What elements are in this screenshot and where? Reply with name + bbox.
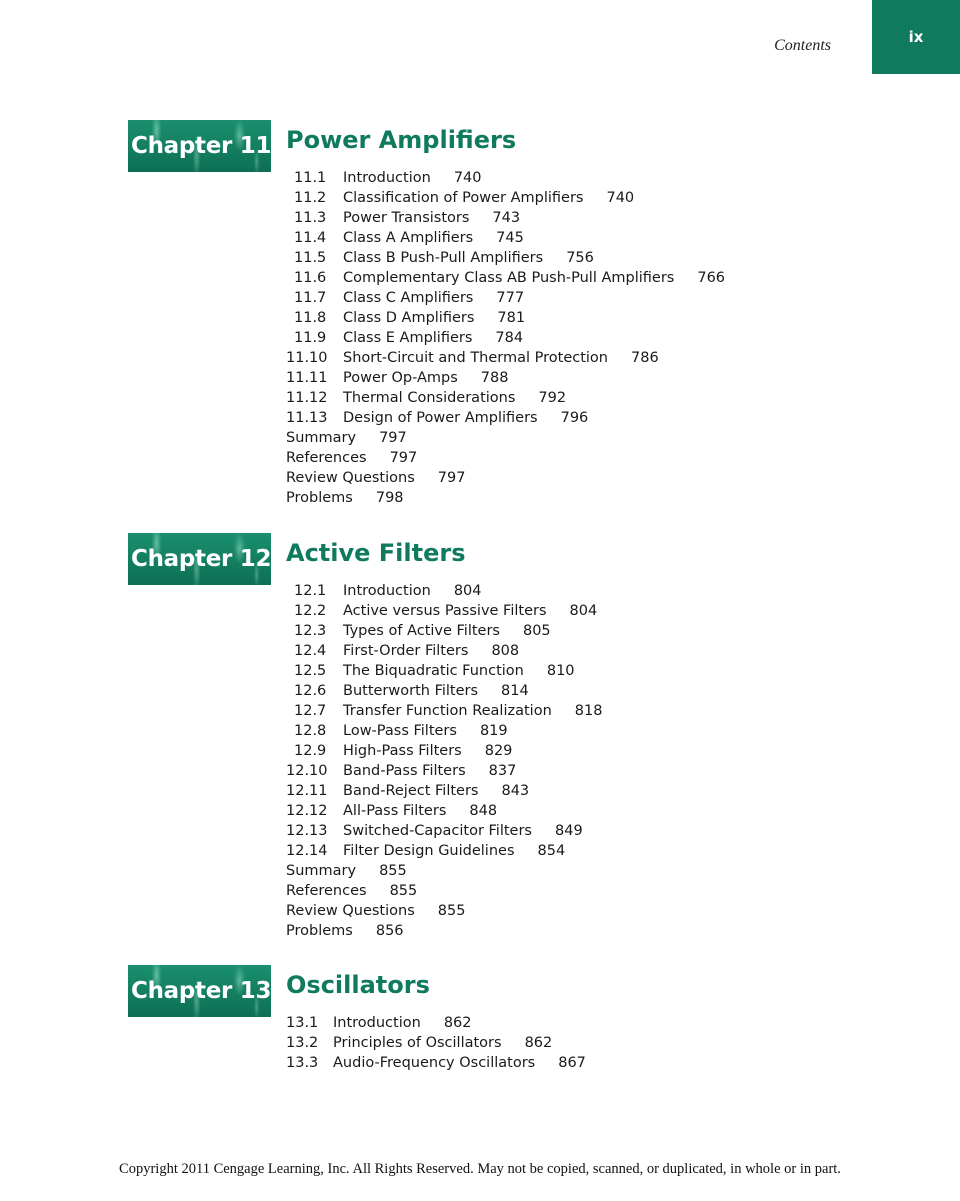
section-number: 12.11: [286, 783, 328, 799]
toc-entry: [286, 368, 725, 388]
chapter-badge: Chapter 12: [128, 533, 271, 585]
toc-entry: [286, 761, 602, 781]
backmatter-title: Review Questions: [286, 470, 415, 486]
toc-backmatter-entry: [286, 901, 602, 921]
section-page: 819: [479, 723, 508, 739]
toc-entry: [286, 208, 725, 228]
toc-backmatter-entry: [286, 921, 602, 941]
section-page: 792: [538, 390, 567, 406]
section-number: 12.4: [294, 643, 327, 659]
section-page: 814: [501, 683, 529, 699]
toc-entry: [286, 168, 725, 188]
section-number: 12.3: [294, 623, 327, 639]
section-title: Active versus Passive Filters: [343, 603, 547, 619]
backmatter-page: 797: [389, 450, 418, 466]
toc-backmatter-entry: [286, 468, 725, 488]
toc-entry: [286, 661, 602, 681]
section-number: 11.9: [294, 330, 327, 346]
section-title: High-Pass Filters: [343, 743, 462, 759]
section-page: 804: [569, 603, 598, 619]
section-number: 12.12: [286, 803, 328, 819]
backmatter-page: 797: [437, 470, 466, 486]
section-title: Band-Pass Filters: [343, 763, 466, 779]
section-page: 805: [522, 623, 551, 639]
backmatter-page: 855: [379, 863, 407, 879]
toc-entry: [286, 601, 602, 621]
section-number: 12.7: [294, 703, 327, 719]
toc-backmatter-entry: [286, 448, 725, 468]
section-title: Class C Amplifiers: [343, 290, 474, 306]
section-number: 11.11: [286, 370, 328, 386]
section-page: 743: [492, 210, 521, 226]
toc-entry: [286, 721, 602, 741]
section-number: 12.14: [286, 843, 328, 859]
section-title: Class B Push-Pull Amplifiers: [343, 250, 544, 266]
chapter-toc: [286, 1013, 586, 1073]
section-number: 11.7: [294, 290, 327, 306]
toc-entry: [286, 821, 602, 841]
section-title: Thermal Considerations: [343, 390, 516, 406]
copyright-footer: Copyright 2011 Cengage Learning, Inc. All Rights Reserved. May not be copied, scanned, or duplicated, in whole or in part.: [119, 1161, 841, 1177]
section-page: 796: [560, 410, 589, 426]
toc-entry: [286, 701, 602, 721]
toc-entry: [286, 288, 725, 308]
section-title: Power Op-Amps: [343, 370, 458, 386]
section-page: 862: [524, 1035, 553, 1051]
toc-entry: [286, 308, 725, 328]
section-page: 862: [443, 1015, 472, 1031]
section-page: 740: [606, 190, 635, 206]
section-title: Design of Power Amplifiers: [343, 410, 538, 426]
section-title: All-Pass Filters: [343, 803, 447, 819]
chapter-badge: Chapter 13: [128, 965, 271, 1017]
section-title: Classification of Power Amplifiers: [343, 190, 584, 206]
chapter-title: Oscillators: [286, 971, 430, 999]
section-page: 810: [546, 663, 575, 679]
toc-backmatter-entry: [286, 428, 725, 448]
backmatter-title: Review Questions: [286, 903, 415, 919]
backmatter-page: 798: [375, 490, 404, 506]
section-number: 13.3: [286, 1055, 319, 1071]
section-number: 11.1: [294, 170, 327, 186]
section-page: 808: [491, 643, 520, 659]
section-title: Introduction: [333, 1015, 421, 1031]
section-title: Filter Design Guidelines: [343, 843, 515, 859]
backmatter-title: References: [286, 883, 367, 899]
page-number-tab: [872, 0, 960, 74]
section-number: 11.6: [294, 270, 327, 286]
section-title: Butterworth Filters: [343, 683, 479, 699]
section-title: The Biquadratic Function: [343, 663, 524, 679]
section-title: Audio-Frequency Oscillators: [333, 1055, 536, 1071]
toc-backmatter-entry: [286, 861, 602, 881]
section-title: Class A Amplifiers: [343, 230, 474, 246]
backmatter-title: Problems: [286, 923, 353, 939]
section-title: Short-Circuit and Thermal Protection: [343, 350, 608, 366]
toc-entry: [286, 621, 602, 641]
section-page: 829: [484, 743, 513, 759]
backmatter-page: 856: [375, 923, 404, 939]
section-title: Switched-Capacitor Filters: [343, 823, 532, 839]
section-page: 818: [574, 703, 603, 719]
section-title: Band-Reject Filters: [343, 783, 479, 799]
section-number: 12.8: [294, 723, 327, 739]
section-number: 11.8: [294, 310, 327, 326]
section-number: 11.10: [286, 350, 328, 366]
section-number: 13.1: [286, 1015, 319, 1031]
toc-entry: [286, 641, 602, 661]
section-page: 848: [469, 803, 498, 819]
section-number: 12.5: [294, 663, 327, 679]
section-page: 745: [496, 230, 524, 246]
toc-entry: [286, 801, 602, 821]
section-page: 854: [537, 843, 566, 859]
section-page: 777: [496, 290, 525, 306]
chapter-badge: Chapter 11: [128, 120, 271, 172]
backmatter-title: Problems: [286, 490, 353, 506]
section-page: 786: [631, 350, 659, 366]
chapter-title: Power Amplifiers: [286, 126, 517, 154]
section-title: Power Transistors: [343, 210, 470, 226]
backmatter-title: Summary: [286, 430, 357, 446]
section-page: 843: [501, 783, 530, 799]
chapter-toc: [286, 168, 725, 508]
section-number: 12.10: [286, 763, 328, 779]
section-page: 740: [453, 170, 482, 186]
section-title: First-Order Filters: [343, 643, 469, 659]
section-number: 11.12: [286, 390, 328, 406]
toc-entry: [286, 388, 725, 408]
section-number: 12.1: [294, 583, 327, 599]
running-head: Contents: [774, 37, 831, 54]
section-title: Types of Active Filters: [343, 623, 500, 639]
section-title: Class D Amplifiers: [343, 310, 475, 326]
toc-entry: [286, 1053, 586, 1073]
toc-entry: [286, 1033, 586, 1053]
toc-entry: [286, 348, 725, 368]
section-title: Class E Amplifiers: [343, 330, 473, 346]
section-number: 11.5: [294, 250, 327, 266]
toc-entry: [286, 248, 725, 268]
backmatter-title: Summary: [286, 863, 357, 879]
toc-entry: [286, 1013, 586, 1033]
backmatter-page: 797: [379, 430, 407, 446]
section-title: Low-Pass Filters: [343, 723, 457, 739]
toc-entry: [286, 408, 725, 428]
chapter-title: Active Filters: [286, 539, 466, 567]
section-number: 12.6: [294, 683, 327, 699]
section-title: Complementary Class AB Push-Pull Amplifiers: [343, 270, 675, 286]
section-title: Principles of Oscillators: [333, 1035, 502, 1051]
page-number: ix: [908, 28, 924, 46]
toc-entry: [286, 681, 602, 701]
toc-entry: [286, 188, 725, 208]
section-number: 12.2: [294, 603, 327, 619]
section-title: Introduction: [343, 170, 431, 186]
section-page: 766: [697, 270, 726, 286]
section-page: 784: [495, 330, 524, 346]
section-number: 11.4: [294, 230, 327, 246]
toc-entry: [286, 581, 602, 601]
section-page: 788: [480, 370, 509, 386]
section-number: 11.2: [294, 190, 327, 206]
section-page: 756: [566, 250, 594, 266]
toc-entry: [286, 781, 602, 801]
section-page: 837: [488, 763, 517, 779]
toc-entry: [286, 268, 725, 288]
section-page: 849: [555, 823, 583, 839]
section-number: 12.9: [294, 743, 327, 759]
toc-entry: [286, 328, 725, 348]
chapter-toc: [286, 581, 602, 941]
backmatter-page: 855: [389, 883, 418, 899]
toc-entry: [286, 228, 725, 248]
section-number: 13.2: [286, 1035, 319, 1051]
backmatter-page: 855: [437, 903, 466, 919]
toc-backmatter-entry: [286, 881, 602, 901]
section-page: 781: [497, 310, 526, 326]
section-page: 804: [453, 583, 482, 599]
section-title: Transfer Function Realization: [343, 703, 552, 719]
section-number: 11.13: [286, 410, 328, 426]
toc-entry: [286, 841, 602, 861]
backmatter-title: References: [286, 450, 367, 466]
section-page: 867: [558, 1055, 586, 1071]
section-number: 12.13: [286, 823, 328, 839]
toc-entry: [286, 741, 602, 761]
section-title: Introduction: [343, 583, 431, 599]
section-number: 11.3: [294, 210, 327, 226]
toc-backmatter-entry: [286, 488, 725, 508]
